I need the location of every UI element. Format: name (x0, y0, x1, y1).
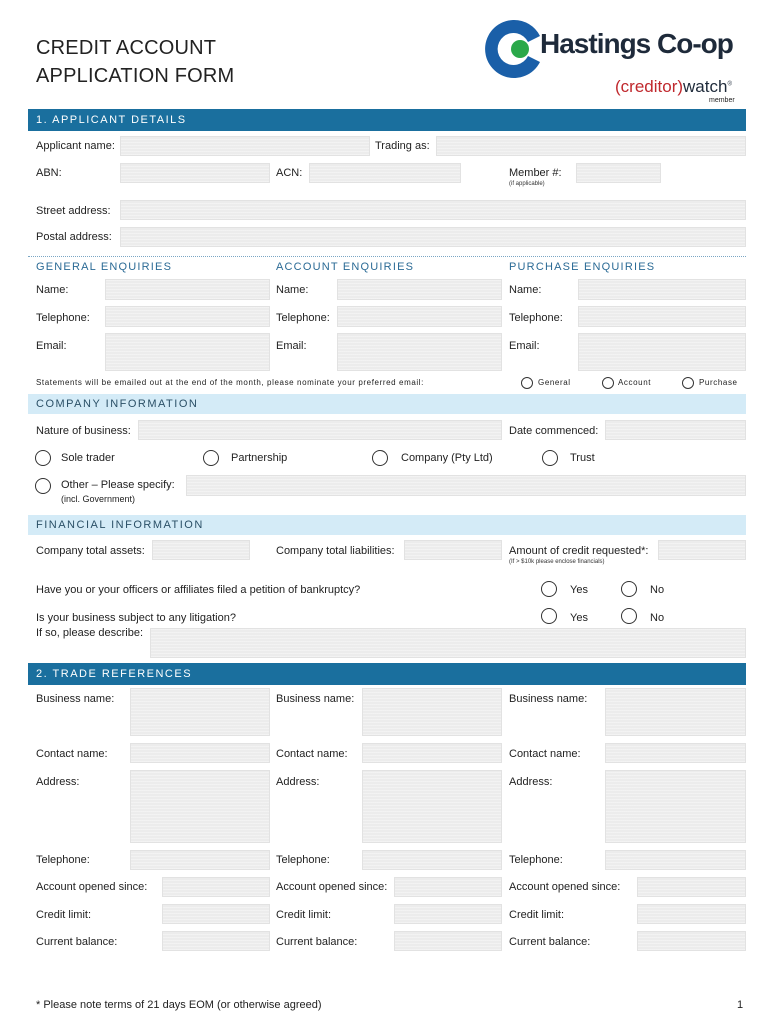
section-applicant-details-heading: 1. APPLICANT DETAILS (28, 109, 746, 131)
ref3-current-balance-field[interactable] (637, 931, 746, 951)
creditorwatch-word: creditor (620, 77, 678, 96)
ref2-telephone-field[interactable] (362, 850, 502, 870)
ref1-telephone-field[interactable] (130, 850, 270, 870)
general-enquiries-heading: GENERAL ENQUIRIES (36, 261, 173, 273)
ref2-current-balance-field[interactable] (394, 931, 502, 951)
ref1-business-name-label: Business name: (36, 693, 115, 705)
total-liabilities-label: Company total liabilities: (276, 545, 395, 557)
general-name-label: Name: (36, 284, 69, 296)
litigation-no-radio[interactable] (621, 608, 637, 624)
litigation-describe-label: If so, please describe: (36, 627, 144, 639)
financial-information-heading: FINANCIAL INFORMATION (28, 515, 746, 535)
bankruptcy-yes-radio[interactable] (541, 581, 557, 597)
statement-purchase-label: Purchase (699, 378, 738, 387)
ref2-account-opened-field[interactable] (394, 877, 502, 897)
partnership-radio[interactable] (203, 450, 219, 466)
purchase-telephone-field[interactable] (578, 306, 746, 327)
ref3-account-opened-label: Account opened since: (509, 881, 621, 893)
abn-label: ABN: (36, 167, 62, 179)
general-telephone-label: Telephone: (36, 312, 90, 324)
account-email-label: Email: (276, 340, 307, 352)
purchase-telephone-label: Telephone: (509, 312, 563, 324)
account-name-label: Name: (276, 284, 309, 296)
nature-of-business-label: Nature of business: (36, 425, 131, 437)
ref2-contact-name-field[interactable] (362, 743, 502, 763)
other-specify-field[interactable] (186, 475, 746, 496)
ref2-account-opened-label: Account opened since: (276, 881, 388, 893)
section-trade-references-heading: 2. TRADE REFERENCES (28, 663, 746, 685)
statement-account-radio[interactable] (602, 377, 614, 389)
creditorwatch-close: ) (677, 77, 684, 96)
statement-general-radio[interactable] (521, 377, 533, 389)
hastings-coop-logo-icon (482, 18, 544, 80)
account-email-field[interactable] (337, 333, 502, 371)
ref1-account-opened-label: Account opened since: (36, 881, 148, 893)
ref1-contact-name-field[interactable] (130, 743, 270, 763)
general-telephone-field[interactable] (105, 306, 270, 327)
litigation-no-label: No (650, 612, 665, 624)
ref3-account-opened-field[interactable] (637, 877, 746, 897)
creditorwatch-logo (615, 77, 732, 97)
trust-label: Trust (570, 452, 595, 464)
ref2-contact-name-label: Contact name: (276, 748, 348, 760)
total-liabilities-field[interactable] (404, 540, 502, 560)
ref1-current-balance-label: Current balance: (36, 936, 118, 948)
ref2-business-name-label: Business name: (276, 693, 355, 705)
ref2-current-balance-label: Current balance: (276, 936, 358, 948)
ref1-credit-limit-field[interactable] (162, 904, 270, 924)
ref3-current-balance-label: Current balance: (509, 936, 591, 948)
account-telephone-field[interactable] (337, 306, 502, 327)
creditorwatch-open: ( (615, 77, 621, 96)
ref1-contact-name-label: Contact name: (36, 748, 108, 760)
form-title-line2: APPLICATION FORM (36, 65, 235, 87)
total-assets-label: Company total assets: (36, 545, 145, 557)
bankruptcy-no-label: No (650, 584, 665, 596)
ref2-telephone-label: Telephone: (276, 854, 330, 866)
litigation-question: Is your business subject to any litigation? (36, 612, 236, 624)
ref3-address-field[interactable] (605, 770, 746, 843)
if-applicable-note: (if applicable) (509, 181, 545, 187)
terms-footnote: * Please note terms of 21 days EOM (or otherwise agreed) (36, 999, 322, 1011)
credit-requested-label: Amount of credit requested*: (509, 545, 649, 557)
incl-government-note: (incl. Government) (61, 494, 136, 504)
nature-of-business-field[interactable] (138, 420, 502, 440)
trading-as-label: Trading as: (375, 140, 430, 152)
other-specify-label: Other – Please specify: (61, 479, 175, 491)
sole-trader-radio[interactable] (35, 450, 51, 466)
company-information-heading: COMPANY INFORMATION (28, 394, 746, 414)
trading-as-field[interactable] (436, 136, 746, 156)
member-no-field[interactable] (576, 163, 661, 183)
street-address-label: Street address: (36, 205, 111, 217)
statement-account-label: Account (618, 378, 652, 387)
postal-address-label: Postal address: (36, 231, 112, 243)
ref2-credit-limit-label: Credit limit: (276, 909, 332, 921)
credit-requested-field[interactable] (658, 540, 746, 560)
logo-brand-text: Hastings Co-op (540, 28, 733, 59)
ref2-address-label: Address: (276, 776, 320, 788)
account-enquiries-heading: ACCOUNT ENQUIRIES (276, 261, 415, 273)
general-email-label: Email: (36, 340, 67, 352)
partnership-label: Partnership (231, 452, 288, 464)
ref3-credit-limit-field[interactable] (637, 904, 746, 924)
date-commenced-label: Date commenced: (509, 425, 599, 437)
ref1-account-opened-field[interactable] (162, 877, 270, 897)
company-pty-label: Company (Pty Ltd) (401, 452, 493, 464)
total-assets-field[interactable] (152, 540, 250, 560)
ref1-telephone-label: Telephone: (36, 854, 90, 866)
bankruptcy-no-radio[interactable] (621, 581, 637, 597)
ref3-address-label: Address: (509, 776, 553, 788)
ref3-business-name-field[interactable] (605, 688, 746, 736)
ref3-business-name-label: Business name: (509, 693, 588, 705)
form-title-line1: CREDIT ACCOUNT (36, 37, 217, 59)
ref1-address-field[interactable] (130, 770, 270, 843)
creditorwatch-member: member (709, 97, 735, 104)
ref1-business-name-field[interactable] (130, 688, 270, 736)
litigation-yes-label: Yes (570, 612, 588, 624)
ref2-address-field[interactable] (362, 770, 502, 843)
ref1-current-balance-field[interactable] (162, 931, 270, 951)
litigation-description-field[interactable] (150, 628, 746, 658)
creditorwatch-suffix: watch (683, 77, 728, 96)
street-address-field[interactable] (120, 200, 746, 220)
sole-trader-label: Sole trader (61, 452, 115, 464)
postal-address-field[interactable] (120, 227, 746, 247)
ref2-business-name-field[interactable] (362, 688, 502, 736)
acn-label: ACN: (276, 167, 303, 179)
purchase-enquiries-heading: PURCHASE ENQUIRIES (509, 261, 656, 273)
ref3-contact-name-field[interactable] (605, 743, 746, 763)
ref3-contact-name-label: Contact name: (509, 748, 581, 760)
statement-purchase-radio[interactable] (682, 377, 694, 389)
acn-field[interactable] (309, 163, 461, 183)
bankruptcy-question: Have you or your officers or affiliates filed a petition of bankruptcy? (36, 584, 361, 596)
account-telephone-label: Telephone: (276, 312, 330, 324)
other-entity-radio[interactable] (35, 478, 51, 494)
purchase-email-label: Email: (509, 340, 540, 352)
member-no-label: Member #: (509, 167, 562, 179)
litigation-yes-radio[interactable] (541, 608, 557, 624)
ref2-credit-limit-field[interactable] (394, 904, 502, 924)
page-number: 1 (737, 999, 744, 1011)
abn-field[interactable] (120, 163, 270, 183)
credit-requested-note: (If > $10k please enclose financials) (509, 559, 605, 565)
purchase-name-field[interactable] (578, 279, 746, 300)
applicant-name-field[interactable] (120, 136, 370, 156)
applicant-name-label: Applicant name: (36, 140, 115, 152)
bankruptcy-yes-label: Yes (570, 584, 588, 596)
ref3-credit-limit-label: Credit limit: (509, 909, 565, 921)
ref3-telephone-label: Telephone: (509, 854, 563, 866)
statement-general-label: General (538, 378, 571, 387)
date-commenced-field[interactable] (605, 420, 746, 440)
ref3-telephone-field[interactable] (605, 850, 746, 870)
general-email-field[interactable] (105, 333, 270, 371)
company-pty-radio[interactable] (372, 450, 388, 466)
general-name-field[interactable] (105, 279, 270, 300)
trust-radio[interactable] (542, 450, 558, 466)
account-name-field[interactable] (337, 279, 502, 300)
registered-mark: ® (727, 81, 732, 88)
enquiries-divider (28, 256, 746, 257)
ref1-credit-limit-label: Credit limit: (36, 909, 92, 921)
purchase-email-field[interactable] (578, 333, 746, 371)
statements-note: Statements will be emailed out at the end of the month, please nominate your preferred email: (36, 378, 424, 387)
ref1-address-label: Address: (36, 776, 80, 788)
purchase-name-label: Name: (509, 284, 542, 296)
